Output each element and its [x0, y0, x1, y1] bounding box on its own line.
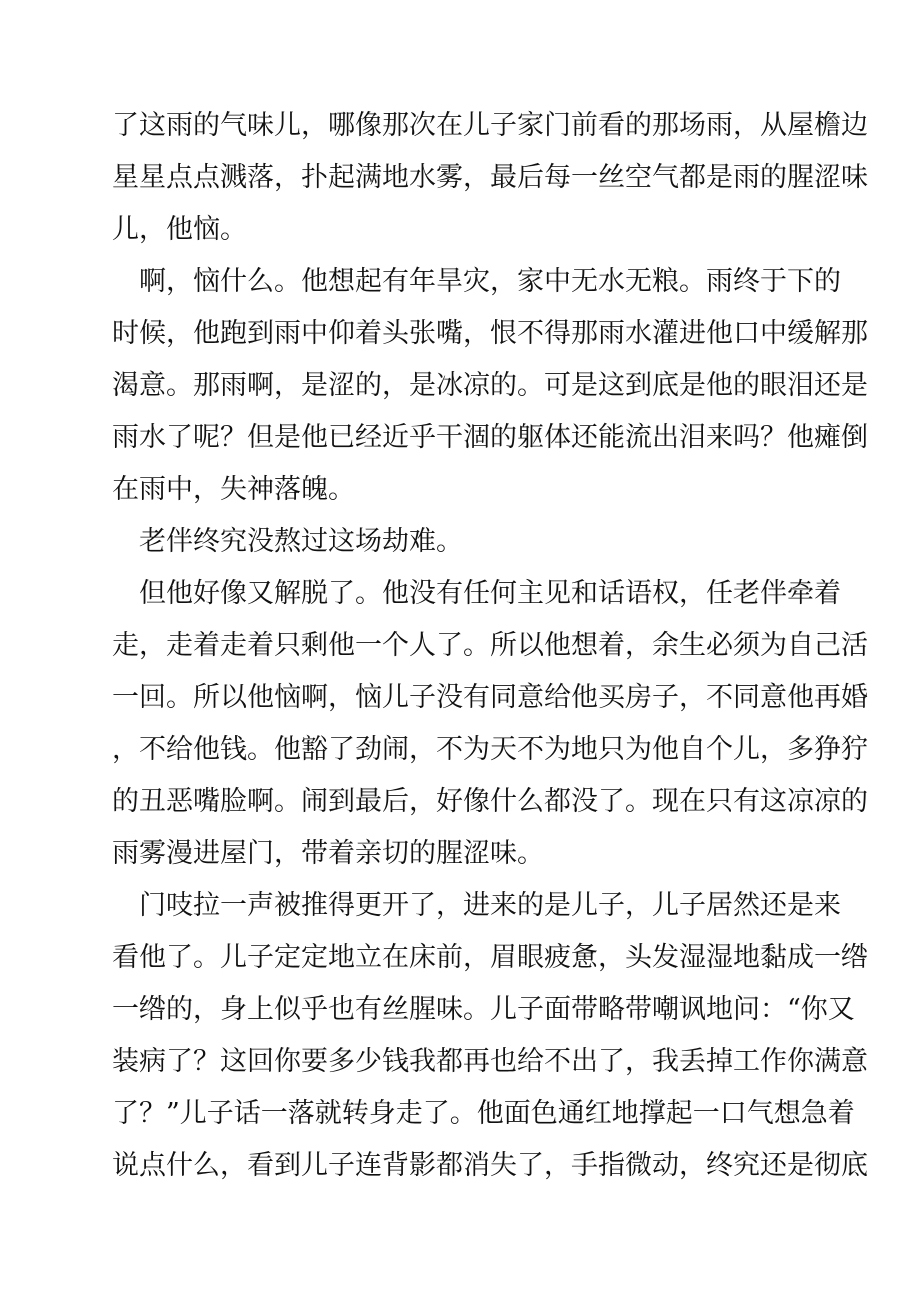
text-line: 的丑恶嘴脸啊。闹到最后，好像什么都没了。现在只有这凉凉的: [112, 786, 868, 817]
text-line: 时候，他跑到雨中仰着头张嘴，恨不得那雨水灌进他口中缓解那: [112, 318, 868, 349]
text-line: 了这雨的气味儿，哪像那次在儿子家门前看的那场雨，从屋檐边: [112, 110, 868, 141]
text-line: 看他了。儿子定定地立在床前，眉眼疲惫，头发湿湿地黏成一绺: [112, 942, 868, 973]
text-line: 一绺的，身上似乎也有丝腥味。儿子面带略带嘲讽地问：“你又: [112, 994, 855, 1025]
text-line: 但他好像又解脱了。他没有任何主见和话语权，任老伴牵着: [112, 578, 841, 609]
text-line: 走，走着走着只剩他一个人了。所以他想着，余生必须为自己活: [112, 630, 868, 661]
text-line: 了？”儿子话一落就转身走了。他面色通红地撑起一口气想急着: [112, 1098, 855, 1129]
text-line: 门吱拉一声被推得更开了，进来的是儿子，儿子居然还是来: [112, 890, 841, 921]
text-line: 装病了？这回你要多少钱我都再也给不出了，我丢掉工作你满意: [112, 1046, 868, 1077]
text-line: 雨水了呢？但是他已经近乎干涸的躯体还能流出泪来吗？他瘫倒: [112, 422, 868, 453]
text-line: 渴意。那雨啊，是涩的，是冰凉的。可是这到底是他的眼泪还是: [112, 370, 868, 401]
text-line: 雨雾漫进屋门，带着亲切的腥涩味。: [112, 838, 544, 869]
text-line: ，不给他钱。他豁了劲闹，不为天不为地只为他自个儿，多狰狞: [112, 734, 868, 765]
text-line: 星星点点溅落，扑起满地水雾，最后每一丝空气都是雨的腥涩味: [112, 162, 868, 193]
text-line: 说点什么，看到儿子连背影都消失了，手指微动，终究还是彻底: [112, 1150, 868, 1181]
text-line: 在雨中，失神落魄。: [112, 474, 355, 505]
text-line: 啊，恼什么。他想起有年旱灾，家中无水无粮。雨终于下的: [112, 266, 841, 297]
document-body: [112, 100, 868, 1192]
text-line: 儿，他恼。: [112, 214, 247, 245]
text-line: 老伴终究没熬过这场劫难。: [112, 526, 463, 557]
text-line: 一回。所以他恼啊，恼儿子没有同意给他买房子，不同意他再婚: [112, 682, 868, 713]
